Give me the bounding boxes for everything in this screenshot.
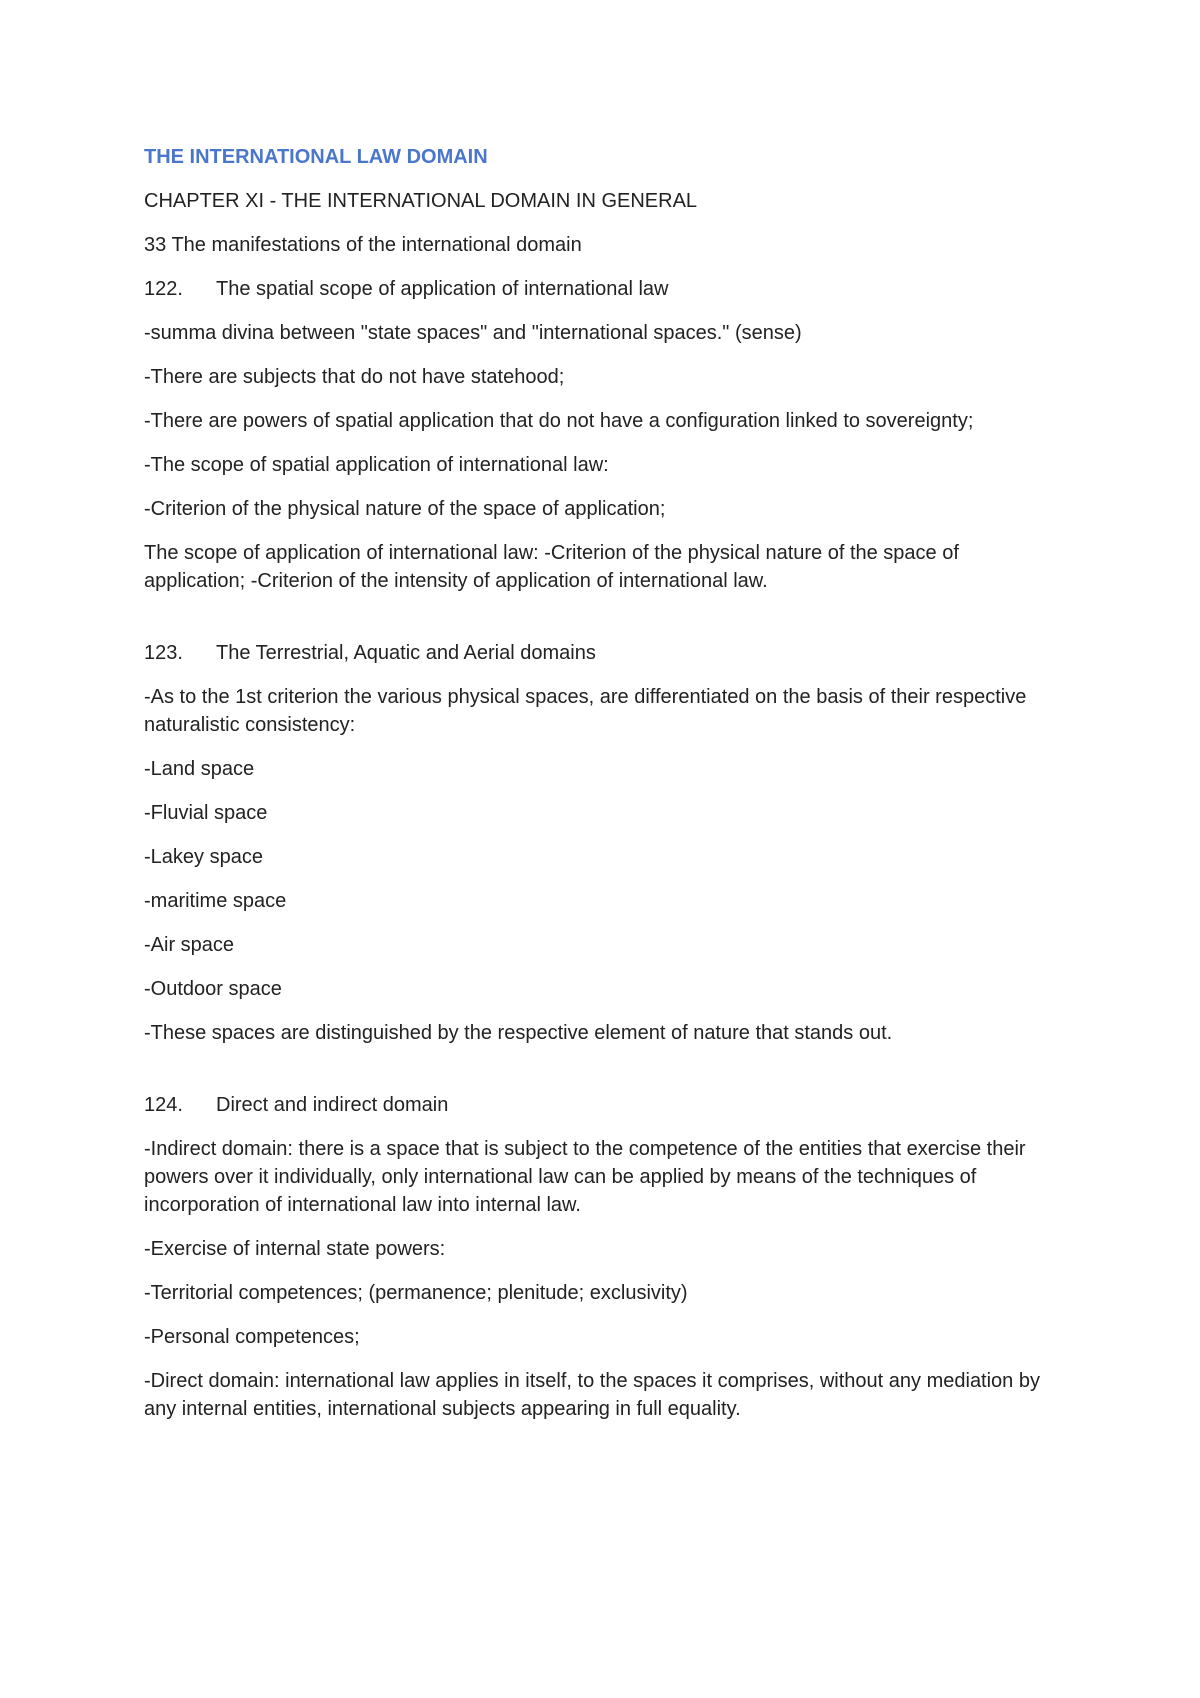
paragraph: -These spaces are distinguished by the respective element of nature that stands out. (144, 1022, 893, 1044)
list-item: -Lakey space (144, 846, 263, 868)
section-heading: 33 The manifestations of the international domain (144, 234, 582, 256)
paragraph: -There are powers of spatial application that do not have a configuration linked to sovereignty; (144, 410, 974, 432)
paragraph: -There are subjects that do not have statehood; (144, 366, 565, 388)
paragraph: -Territorial competences; (permanence; plenitude; exclusivity) (144, 1282, 688, 1304)
paragraph: -Direct domain: international law applies in itself, to the spaces it comprises, without any mediation by any internal entities, international subjects appearing in full equality. (144, 1370, 1040, 1420)
blank-line (144, 611, 1064, 639)
paragraph: -As to the 1st criterion the various physical spaces, are differentiated on the basis of their respective naturalistic consistency: (144, 686, 1027, 736)
subsection-title: The Terrestrial, Aquatic and Aerial domains (216, 642, 596, 664)
subsection-number: 122. (144, 278, 183, 300)
blank-line (144, 1063, 1064, 1091)
paragraph: -Personal competences; (144, 1326, 360, 1348)
paragraph: -The scope of spatial application of international law: (144, 454, 609, 476)
subsection-heading-122 (144, 275, 1064, 303)
paragraph: -Exercise of internal state powers: (144, 1238, 446, 1260)
subsection-title: The spatial scope of application of international law (216, 278, 669, 300)
list-item: -maritime space (144, 890, 287, 912)
paragraph: The scope of application of international law: -Criterion of the physical nature of the space of application; -Criterion of the intensity of application of international law. (144, 542, 959, 592)
list-item: -Fluvial space (144, 802, 268, 824)
subsection-number: 124. (144, 1094, 183, 1116)
document-body (144, 143, 1064, 1439)
paragraph: -Criterion of the physical nature of the space of application; (144, 498, 666, 520)
list-item: -Land space (144, 758, 255, 780)
paragraph: -Indirect domain: there is a space that is subject to the competence of the entities that exercise their powers over it individually, only international law can be applied by means of the techniques of incorporation of international law into internal law. (144, 1138, 1026, 1216)
subsection-number: 123. (144, 642, 183, 664)
chapter-heading: CHAPTER XI - THE INTERNATIONAL DOMAIN IN GENERAL (144, 190, 698, 212)
subsection-heading-124 (144, 1091, 1064, 1119)
list-item: -Outdoor space (144, 978, 282, 1000)
document-title: THE INTERNATIONAL LAW DOMAIN (144, 146, 488, 168)
paragraph: -summa divina between "state spaces" and "international spaces." (sense) (144, 322, 802, 344)
subsection-heading-123 (144, 639, 1064, 667)
subsection-title: Direct and indirect domain (216, 1094, 449, 1116)
list-item: -Air space (144, 934, 235, 956)
